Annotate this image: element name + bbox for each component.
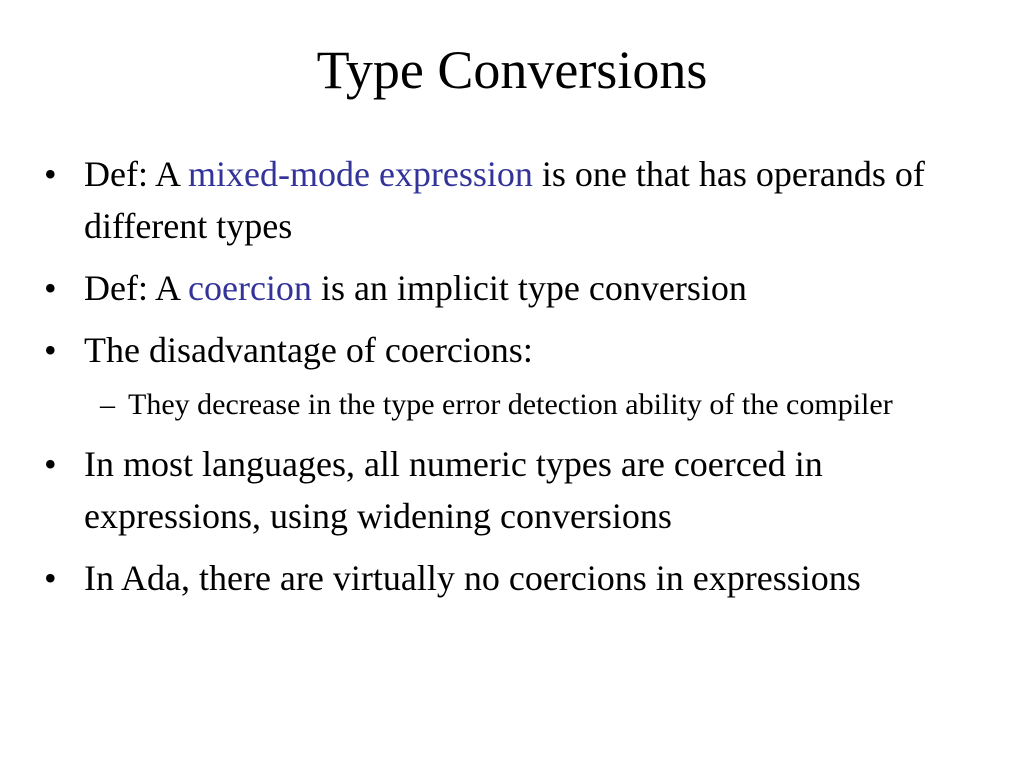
slide-title: Type Conversions [316,40,708,100]
bullet-icon: • [44,154,57,194]
bullet-icon: • [44,330,57,370]
dash-icon: – [100,388,115,421]
bullet-item-coercion-definition [44,262,994,314]
bullet-text: The disadvantage of coercions: [84,330,533,370]
bullet-item-disadvantage [44,324,994,428]
sub-bullet-item [84,382,994,428]
sub-bullet-list [84,382,994,428]
bullet-icon: • [44,268,57,308]
term-coercion: coercion [188,268,312,308]
bullet-suffix: is one that has operands of different types [84,154,925,246]
bullet-item-numeric-coercion [44,438,994,542]
sub-bullet-text: They decrease in the type error detection ability of the compiler [128,388,893,421]
bullet-prefix: Def: A [84,268,188,308]
bullet-item-ada [44,552,994,604]
bullet-text: In most languages, all numeric types are coerced in expressions, using widening conversions [84,444,823,536]
bullet-list [44,148,994,614]
bullet-item-mixed-mode-definition [44,148,994,252]
bullet-icon: • [44,558,57,598]
bullet-suffix: is an implicit type conversion [311,268,747,308]
term-mixed-mode-expression: mixed-mode expression [188,154,533,194]
bullet-prefix: Def: A [84,154,188,194]
bullet-icon: • [44,444,57,484]
bullet-text: In Ada, there are virtually no coercions in expressions [84,558,861,598]
